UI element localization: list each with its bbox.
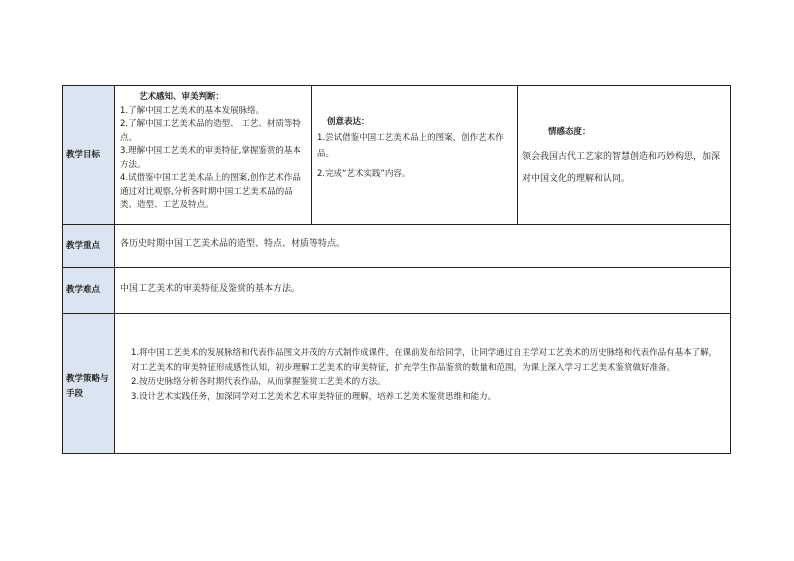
label-difficulties: 教学难点: [63, 268, 115, 313]
list-item: 4.试借鉴中国工艺美术品上的图案,创作艺术作品通过对比观察,分析各时期中国工艺美术品的品类、造型、工艺及特点。: [120, 173, 301, 210]
objectives-attitude: [517, 86, 730, 224]
objectives-creative: [311, 86, 517, 224]
label-key-points: 教学重点: [63, 225, 115, 267]
label-strategy: 教学策略与手段: [63, 314, 115, 453]
list-item: 2.完成“艺术实践”内容。: [317, 168, 411, 179]
list-item: 1.了解中国工艺美术的基本发展脉络。: [120, 105, 265, 116]
creative-list: [317, 130, 512, 182]
list-item: 2.了解中国工艺美术品的造型、 工艺、材质等特点。: [120, 119, 301, 143]
creative-heading: 创意表达：: [327, 117, 370, 127]
list-item: 1.将中国工艺美术的发展脉络和代表作品图文并茂的方式制作成课件，在课前发布给同学，让同学通过自主学对工艺美术的历史脉络和代表作品有基本了解，对工艺美术的审美特征形成感性认知，初步理解工艺美术的审美特征，扩充学生作品鉴赏的数量和范围，为课上深入学习工艺美术鉴赏做好准备。: [131, 348, 718, 373]
strategy-content: [131, 314, 718, 453]
row-objectives: [63, 86, 730, 225]
label-objectives: 教学目标: [63, 86, 115, 224]
aesthetic-heading: 艺术感知、审美判断：: [139, 92, 225, 102]
row-difficulties: [63, 268, 730, 314]
list-item: 3.理解中国工艺美术的审美特征,掌握鉴赏的基本方法。: [120, 146, 301, 170]
row-key-points: [63, 225, 730, 268]
objectives-aesthetic: [115, 86, 311, 224]
difficulties-text: 中国工艺美术的审美特征及鉴赏的基本方法。: [120, 284, 301, 294]
key-points-text: 各历史时期中国工艺美术品的造型、特点、材质等特点。: [120, 239, 346, 249]
row-strategy: [63, 314, 730, 453]
list-item: 1.尝试借鉴中国工艺美术品上的图案，创作艺术作品。: [317, 132, 504, 159]
attitude-text: 领会我国古代工艺家的智慧创造和巧妙构思，加深对中国文化的理解和认同。: [522, 151, 721, 184]
strategy-list: [131, 346, 718, 404]
attitude-heading: 情感态度：: [548, 127, 591, 137]
list-item: 2.按历史脉络分析各时期代表作品，从而掌握鉴赏工艺美术的方法。: [131, 377, 386, 387]
aesthetic-list: [120, 105, 307, 213]
list-item: 3.设计艺术实践任务，加深同学对工艺美术艺术审美特征的理解，培养工艺美术鉴赏思维和能力。: [131, 391, 497, 402]
lesson-plan-table: [62, 85, 731, 454]
